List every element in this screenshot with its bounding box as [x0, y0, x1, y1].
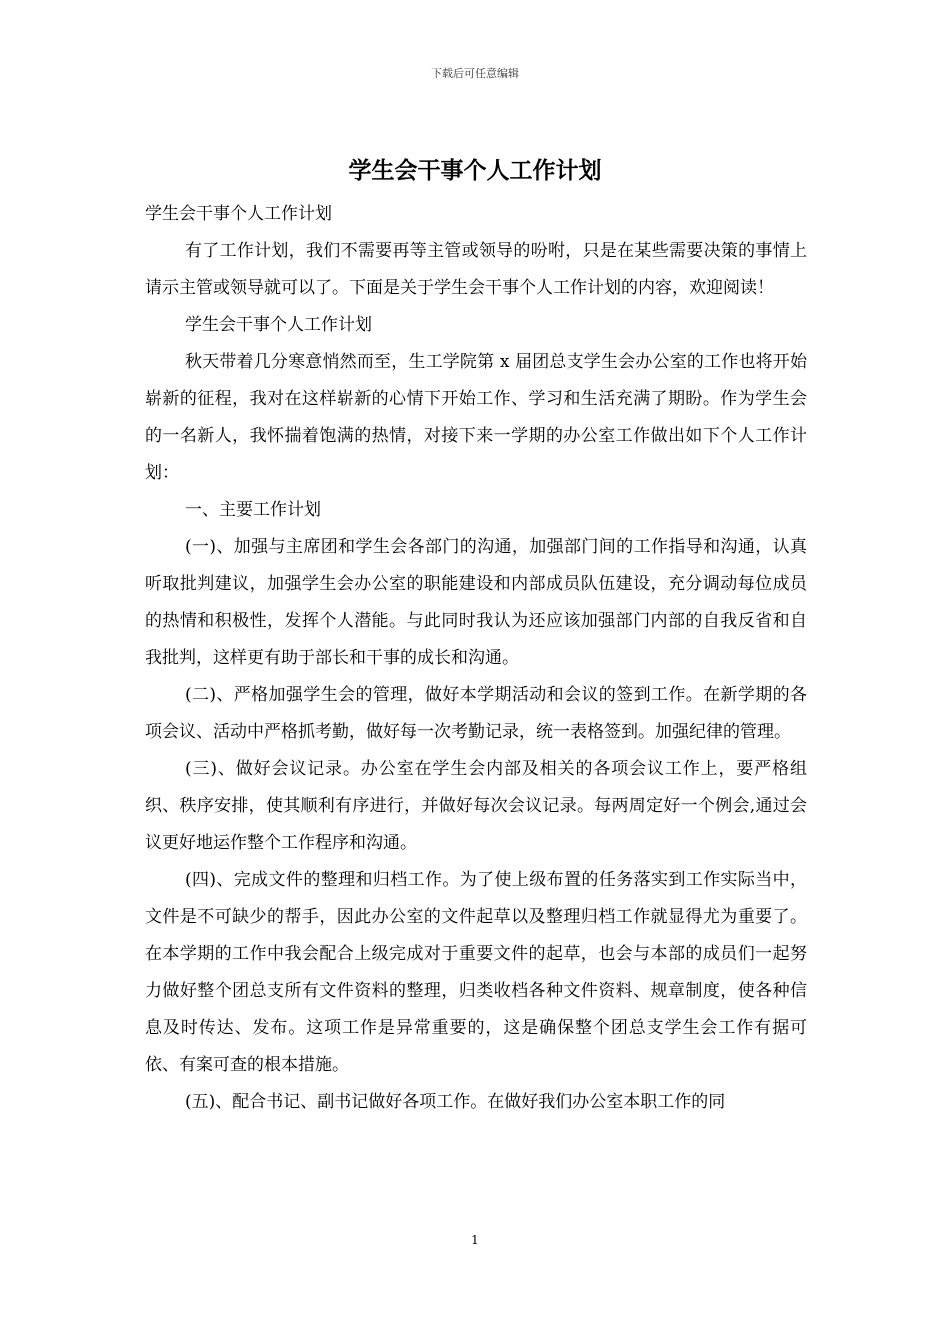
- page-header-note: 下载后可任意编辑: [431, 67, 519, 80]
- paragraph-item-4: (四)、完成文件的整理和归档工作。为了使上级布置的任务落实到工作实际当中，文件是不可缺少的帮手，因此办公室的文件起草以及整理归档工作就显得尤为重要了。在本学期的工作中我会配合上级完成对于重要文件的起草，也会与本部的成员们一起努力做好整个团总支所有文件资料的整理，归类收档各种文件资料、规章制度，使各种信息及时传达、发布。这项工作是异常重要的，这是确保整个团总支学生会工作有据可依、有案可查的根本措施。: [145, 870, 807, 1075]
- document-title: 学生会干事个人工作计划: [348, 157, 602, 184]
- paragraph-item-1: (一)、加强与主席团和学生会各部门的沟通，加强部门间的工作指导和沟通，认真听取批判建议，加强学生会办公室的职能建设和内部成员队伍建设，充分调动每位成员的热情和积极性，发挥个人潜能。与此同时我认为还应该加强部门内部的自我反省和自我批判，这样更有助于部长和干事的成长和沟通。: [145, 537, 807, 668]
- document-body: [145, 196, 807, 1121]
- paragraph-item-2: (二)、严格加强学生会的管理，做好本学期活动和会议的签到工作。在新学期的各项会议、活动中严格抓考勤，做好每一次考勤记录，统一表格签到。加强纪律的管理。: [145, 685, 807, 742]
- page-number: 1: [471, 1233, 479, 1247]
- paragraph-item-3: (三)、做好会议记录。办公室在学生会内部及相关的各项会议工作上，要严格组织、秩序安排，使其顺利有序进行，并做好每次会议记录。每两周定好一个例会,通过会议更好地运作整个工作程序和沟通。: [145, 759, 807, 853]
- paragraph-opening: 秋天带着几分寒意悄然而至，生工学院第 x 届团总支学生会办公室的工作也将开始崭新的征程，我对在这样崭新的心情下开始工作、学习和生活充满了期盼。作为学生会的一名新人，我怀揣着饱满的热情，对接下来一学期的办公室工作做出如下个人工作计划：: [145, 352, 807, 483]
- paragraph-intro: 有了工作计划，我们不需要再等主管或领导的吩咐，只是在某些需要决策的事情上请示主管或领导就可以了。下面是关于学生会干事个人工作计划的内容，欢迎阅读！: [145, 241, 807, 298]
- paragraph-item-5: (五)、配合书记、副书记做好各项工作。在做好我们办公室本职工作的同: [185, 1092, 726, 1112]
- paragraph-main-plan-heading: 一、主要工作计划: [185, 500, 321, 520]
- paragraph-subtitle: 学生会干事个人工作计划: [145, 204, 332, 224]
- paragraph-section-heading: 学生会干事个人工作计划: [185, 315, 372, 335]
